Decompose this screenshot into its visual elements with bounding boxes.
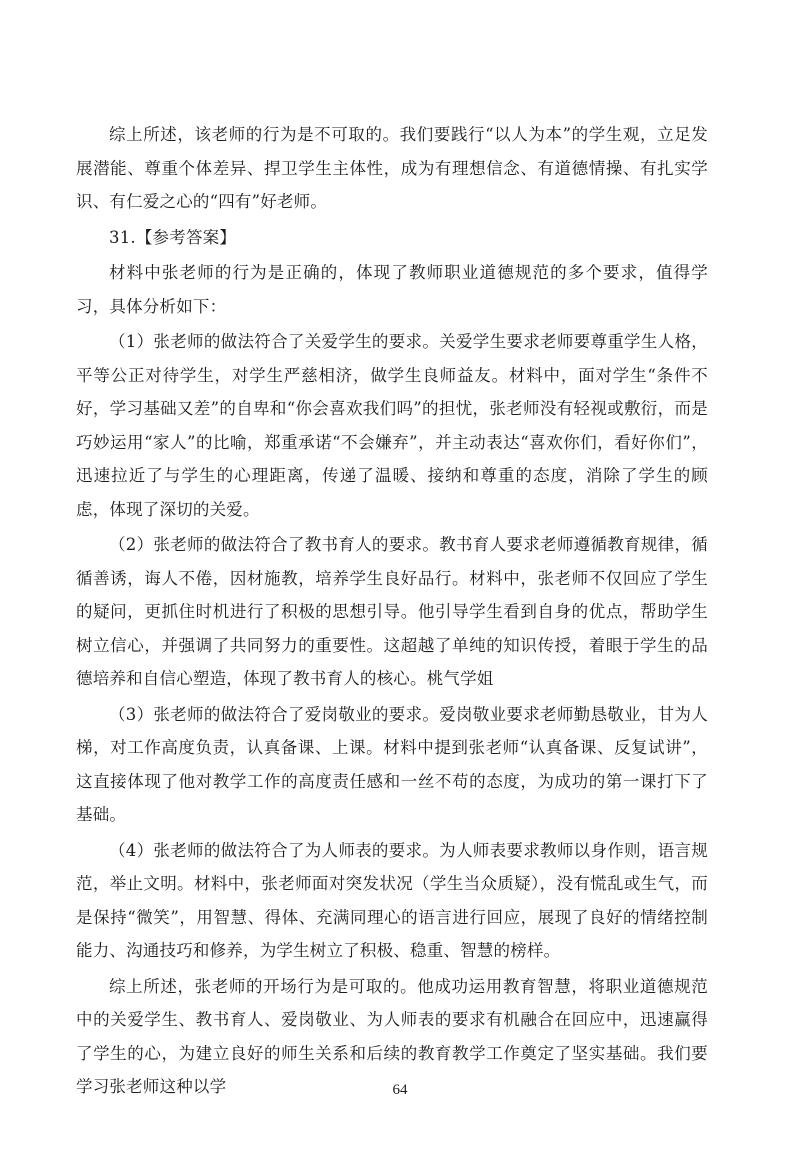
paragraph-point-3: （3）张老师的做法符合了爱岗敬业的要求。爱岗敬业要求老师勤恳敬业，甘为人梯，对工作高度负责，认真备课、上课。材料中提到张老师“认真备课、反复试讲”，这直接体现了他对教学工作的高度责任感和一丝不苟的态度，为成功的第一课打下了基础。	[76, 704, 708, 824]
page-number: 64	[392, 1082, 408, 1098]
paragraph-point-1: （1）张老师的做法符合了关爱学生的要求。关爱学生要求老师要尊重学生人格，平等公正对待学生，对学生严慈相济，做学生良师益友。材料中，面对学生“条件不好，学习基础又差”的自卑和“你会喜欢我们吗”的担忧，张老师没有轻视或敷衍，而是巧妙运用“家人”的比喻，郑重承诺“不会嫌弃”，并主动表达“喜欢你们，看好你们”，迅速拉近了与学生的心理距离，传递了温暖、接纳和尊重的态度，消除了学生的顾虑，体现了深切的关爱。	[76, 332, 708, 519]
paragraph-conclusion: 综上所述，张老师的开场行为是可取的。他成功运用教育智慧，将职业道德规范中的关爱学生、教书育人、爱岗敬业、为人师表的要求有机融合在回应中，迅速赢得了学生的心，为建立良好的师生关系和后续的教育教学工作奠定了坚实基础。我们要学习张老师这种以学	[76, 976, 708, 1096]
paragraph-point-2: （2）张老师的做法符合了教书育人的要求。教书育人要求老师遵循教育规律，循循善诱，诲人不倦，因材施教，培养学生良好品行。材料中，张老师不仅回应了学生的疑问，更抓住时机进行了积极的思想引导。他引导学生看到自身的优点，帮助学生树立信心，并强调了共同努力的重要性。这超越了单纯的知识传授，着眼于学生的品德培养和自信心塑造，体现了教书育人的核心。桃气学姐	[76, 535, 708, 688]
document-body	[76, 118, 708, 1104]
paragraph-point-4: （4）张老师的做法符合了为人师表的要求。为人师表要求教师以身作则，语言规范，举止文明。材料中，张老师面对突发状况（学生当众质疑），没有慌乱或生气，而是保持“微笑”，用智慧、得体、充满同理心的语言进行回应，展现了良好的情绪控制能力、沟通技巧和修养，为学生树立了积极、稳重、智慧的榜样。	[76, 840, 708, 960]
answer-heading-31: 31.【参考答案】	[109, 227, 237, 247]
paragraph-conclusion-previous: 综上所述，该老师的行为是不可取的。我们要践行“以人为本”的学生观，立足发展潜能、尊重个体差异、捍卫学生主体性，成为有理想信念、有道德情操、有扎实学识、有仁爱之心的“四有”好老师。	[76, 125, 708, 211]
paragraph-intro: 材料中张老师的行为是正确的，体现了教师职业道德规范的多个要求，值得学习，具体分析如下：	[76, 263, 708, 316]
